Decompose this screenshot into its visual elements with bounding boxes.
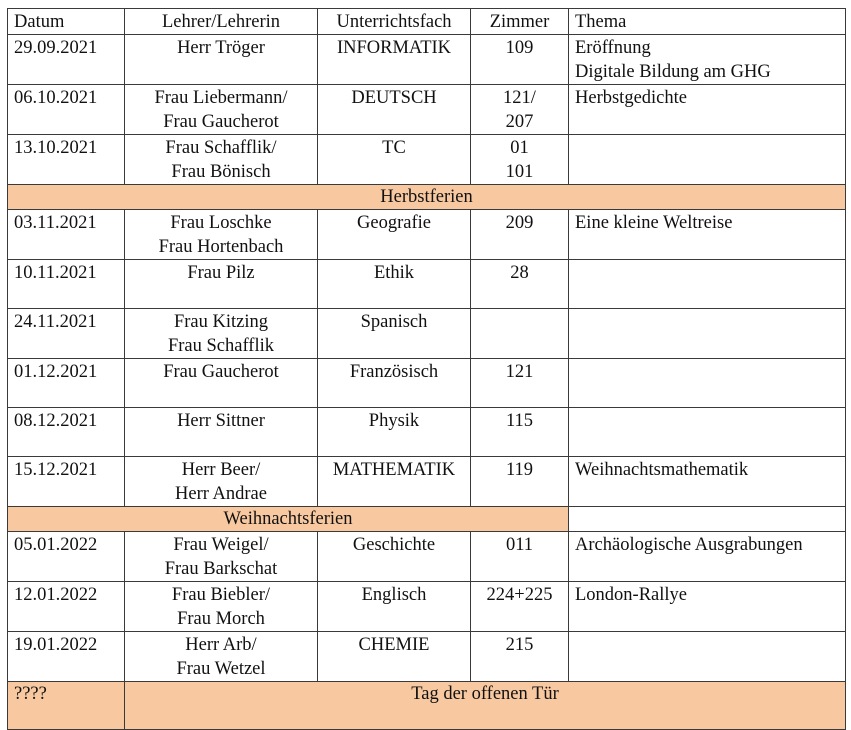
subject-cell: MATHEMATIK	[318, 457, 471, 507]
teacher-cell	[125, 632, 318, 682]
date-cell: 24.11.2021	[8, 309, 125, 359]
open-day-label: Tag der offenen Tür	[125, 682, 846, 730]
subject-cell: Ethik	[318, 260, 471, 309]
open-day-row	[8, 682, 846, 730]
room-cell	[471, 408, 569, 457]
subject-cell: DEUTSCH	[318, 85, 471, 135]
subject-cell: Geschichte	[318, 532, 471, 582]
table-row	[8, 135, 846, 185]
teacher-cell	[125, 210, 318, 260]
date-cell: 10.11.2021	[8, 260, 125, 309]
break-empty-cell	[569, 507, 846, 532]
topic-cell	[569, 457, 846, 507]
teacher-cell	[125, 457, 318, 507]
teacher-cell-line: Herr Beer/	[181, 460, 261, 480]
room-cell-line: 115	[505, 411, 534, 431]
table-row	[8, 85, 846, 135]
teacher-cell-line: Herr Andrae	[175, 484, 267, 504]
teacher-cell-line: Frau Loschke	[170, 213, 272, 233]
topic-cell-line: Herbstgedichte	[575, 88, 687, 108]
subject-cell: Spanisch	[318, 309, 471, 359]
header-teacher: Lehrer/Lehrerin	[125, 9, 318, 35]
subject-cell: Geografie	[318, 210, 471, 260]
room-cell	[471, 135, 569, 185]
header-date: Datum	[8, 9, 125, 35]
room-cell-line: 01	[510, 138, 529, 158]
table-row	[8, 359, 846, 408]
break-row-herbstferien	[8, 185, 846, 210]
teacher-cell	[125, 582, 318, 632]
teacher-cell	[125, 408, 318, 457]
teacher-cell	[125, 35, 318, 85]
date-cell: 08.12.2021	[8, 408, 125, 457]
topic-cell-line: Weihnachtsmathematik	[575, 460, 749, 480]
table-row	[8, 309, 846, 359]
date-cell: 06.10.2021	[8, 85, 125, 135]
date-cell: 13.10.2021	[8, 135, 125, 185]
teacher-cell	[125, 260, 318, 309]
break-label: Herbstferien	[8, 185, 846, 210]
table-row	[8, 532, 846, 582]
room-cell	[471, 260, 569, 309]
teacher-cell-line: Frau Gaucherot	[163, 112, 279, 132]
teacher-cell	[125, 85, 318, 135]
topic-cell	[569, 532, 846, 582]
room-cell-line: 109	[505, 38, 534, 58]
date-cell: ????	[8, 682, 125, 730]
teacher-cell-line: Frau Liebermann/	[154, 88, 288, 108]
room-cell	[471, 35, 569, 85]
room-cell-line: 121/	[503, 88, 536, 108]
teacher-cell-line: Frau Bönisch	[171, 162, 271, 182]
teacher-cell-line: Frau Kitzing	[173, 312, 269, 332]
teacher-cell-line: Frau Barkschat	[164, 559, 278, 579]
topic-cell	[569, 35, 846, 85]
date-cell: 12.01.2022	[8, 582, 125, 632]
date-cell: 29.09.2021	[8, 35, 125, 85]
header-topic: Thema	[569, 9, 846, 35]
subject-cell: CHEMIE	[318, 632, 471, 682]
topic-cell	[569, 359, 846, 408]
break-label: Weihnachtsferien	[8, 507, 569, 532]
topic-cell	[569, 210, 846, 260]
table-row	[8, 260, 846, 309]
topic-cell-line: Digitale Bildung am GHG	[575, 62, 771, 82]
table-row	[8, 582, 846, 632]
teacher-cell	[125, 359, 318, 408]
date-cell: 03.11.2021	[8, 210, 125, 260]
date-cell: 05.01.2022	[8, 532, 125, 582]
teacher-cell-line: Herr Sittner	[177, 411, 265, 431]
date-cell: 15.12.2021	[8, 457, 125, 507]
table-row	[8, 210, 846, 260]
subject-cell: INFORMATIK	[318, 35, 471, 85]
topic-cell-line: Archäologische Ausgrabungen	[575, 535, 803, 555]
teacher-cell-line: Frau Weigel/	[173, 535, 269, 555]
room-cell	[471, 582, 569, 632]
table-row	[8, 457, 846, 507]
topic-cell-line: Eröffnung	[575, 38, 651, 58]
room-cell	[471, 457, 569, 507]
room-cell-line: 209	[505, 213, 534, 233]
table-row	[8, 632, 846, 682]
room-cell	[471, 359, 569, 408]
teacher-cell-line: Frau Morch	[177, 609, 265, 629]
header-subject: Unterrichtsfach	[318, 9, 471, 35]
table-row	[8, 35, 846, 85]
break-row-weihnachtsferien	[8, 507, 846, 532]
topic-cell	[569, 309, 846, 359]
date-cell: 01.12.2021	[8, 359, 125, 408]
schedule-table	[7, 8, 846, 730]
room-cell	[471, 532, 569, 582]
teacher-cell	[125, 532, 318, 582]
teacher-cell	[125, 135, 318, 185]
topic-cell-line: London-Rallye	[575, 585, 688, 605]
topic-cell	[569, 85, 846, 135]
topic-cell	[569, 408, 846, 457]
room-cell	[471, 210, 569, 260]
room-cell-line: 215	[505, 635, 534, 655]
room-cell	[471, 632, 569, 682]
topic-cell	[569, 135, 846, 185]
room-cell-line: 119	[505, 460, 534, 480]
room-cell-line: 224+225	[486, 585, 553, 605]
subject-cell: Physik	[318, 408, 471, 457]
teacher-cell	[125, 309, 318, 359]
room-cell-line: 28	[510, 263, 529, 283]
teacher-cell-line: Frau Hortenbach	[158, 237, 284, 257]
room-cell-line: 011	[505, 535, 534, 555]
teacher-cell-line: Frau Schafflik/	[165, 138, 277, 158]
teacher-cell-line: Frau Schafflik	[167, 336, 274, 356]
subject-cell: Französisch	[318, 359, 471, 408]
teacher-cell-line: Frau Biebler/	[171, 585, 271, 605]
topic-cell	[569, 260, 846, 309]
header-row	[8, 9, 846, 35]
room-cell-line: 101	[505, 162, 534, 182]
teacher-cell-line: Frau Wetzel	[176, 659, 266, 679]
table-row	[8, 408, 846, 457]
topic-cell	[569, 582, 846, 632]
topic-cell	[569, 632, 846, 682]
header-room: Zimmer	[471, 9, 569, 35]
room-cell	[471, 85, 569, 135]
teacher-cell-line: Herr Arb/	[185, 635, 257, 655]
room-cell-line: 121	[505, 362, 534, 382]
subject-cell: Englisch	[318, 582, 471, 632]
subject-cell: TC	[318, 135, 471, 185]
teacher-cell-line: Frau Pilz	[187, 263, 255, 283]
topic-cell-line: Eine kleine Weltreise	[575, 213, 733, 233]
room-cell-line: 207	[505, 112, 534, 132]
teacher-cell-line: Herr Tröger	[177, 38, 265, 58]
room-cell	[471, 309, 569, 359]
date-cell: 19.01.2022	[8, 632, 125, 682]
teacher-cell-line: Frau Gaucherot	[163, 362, 279, 382]
